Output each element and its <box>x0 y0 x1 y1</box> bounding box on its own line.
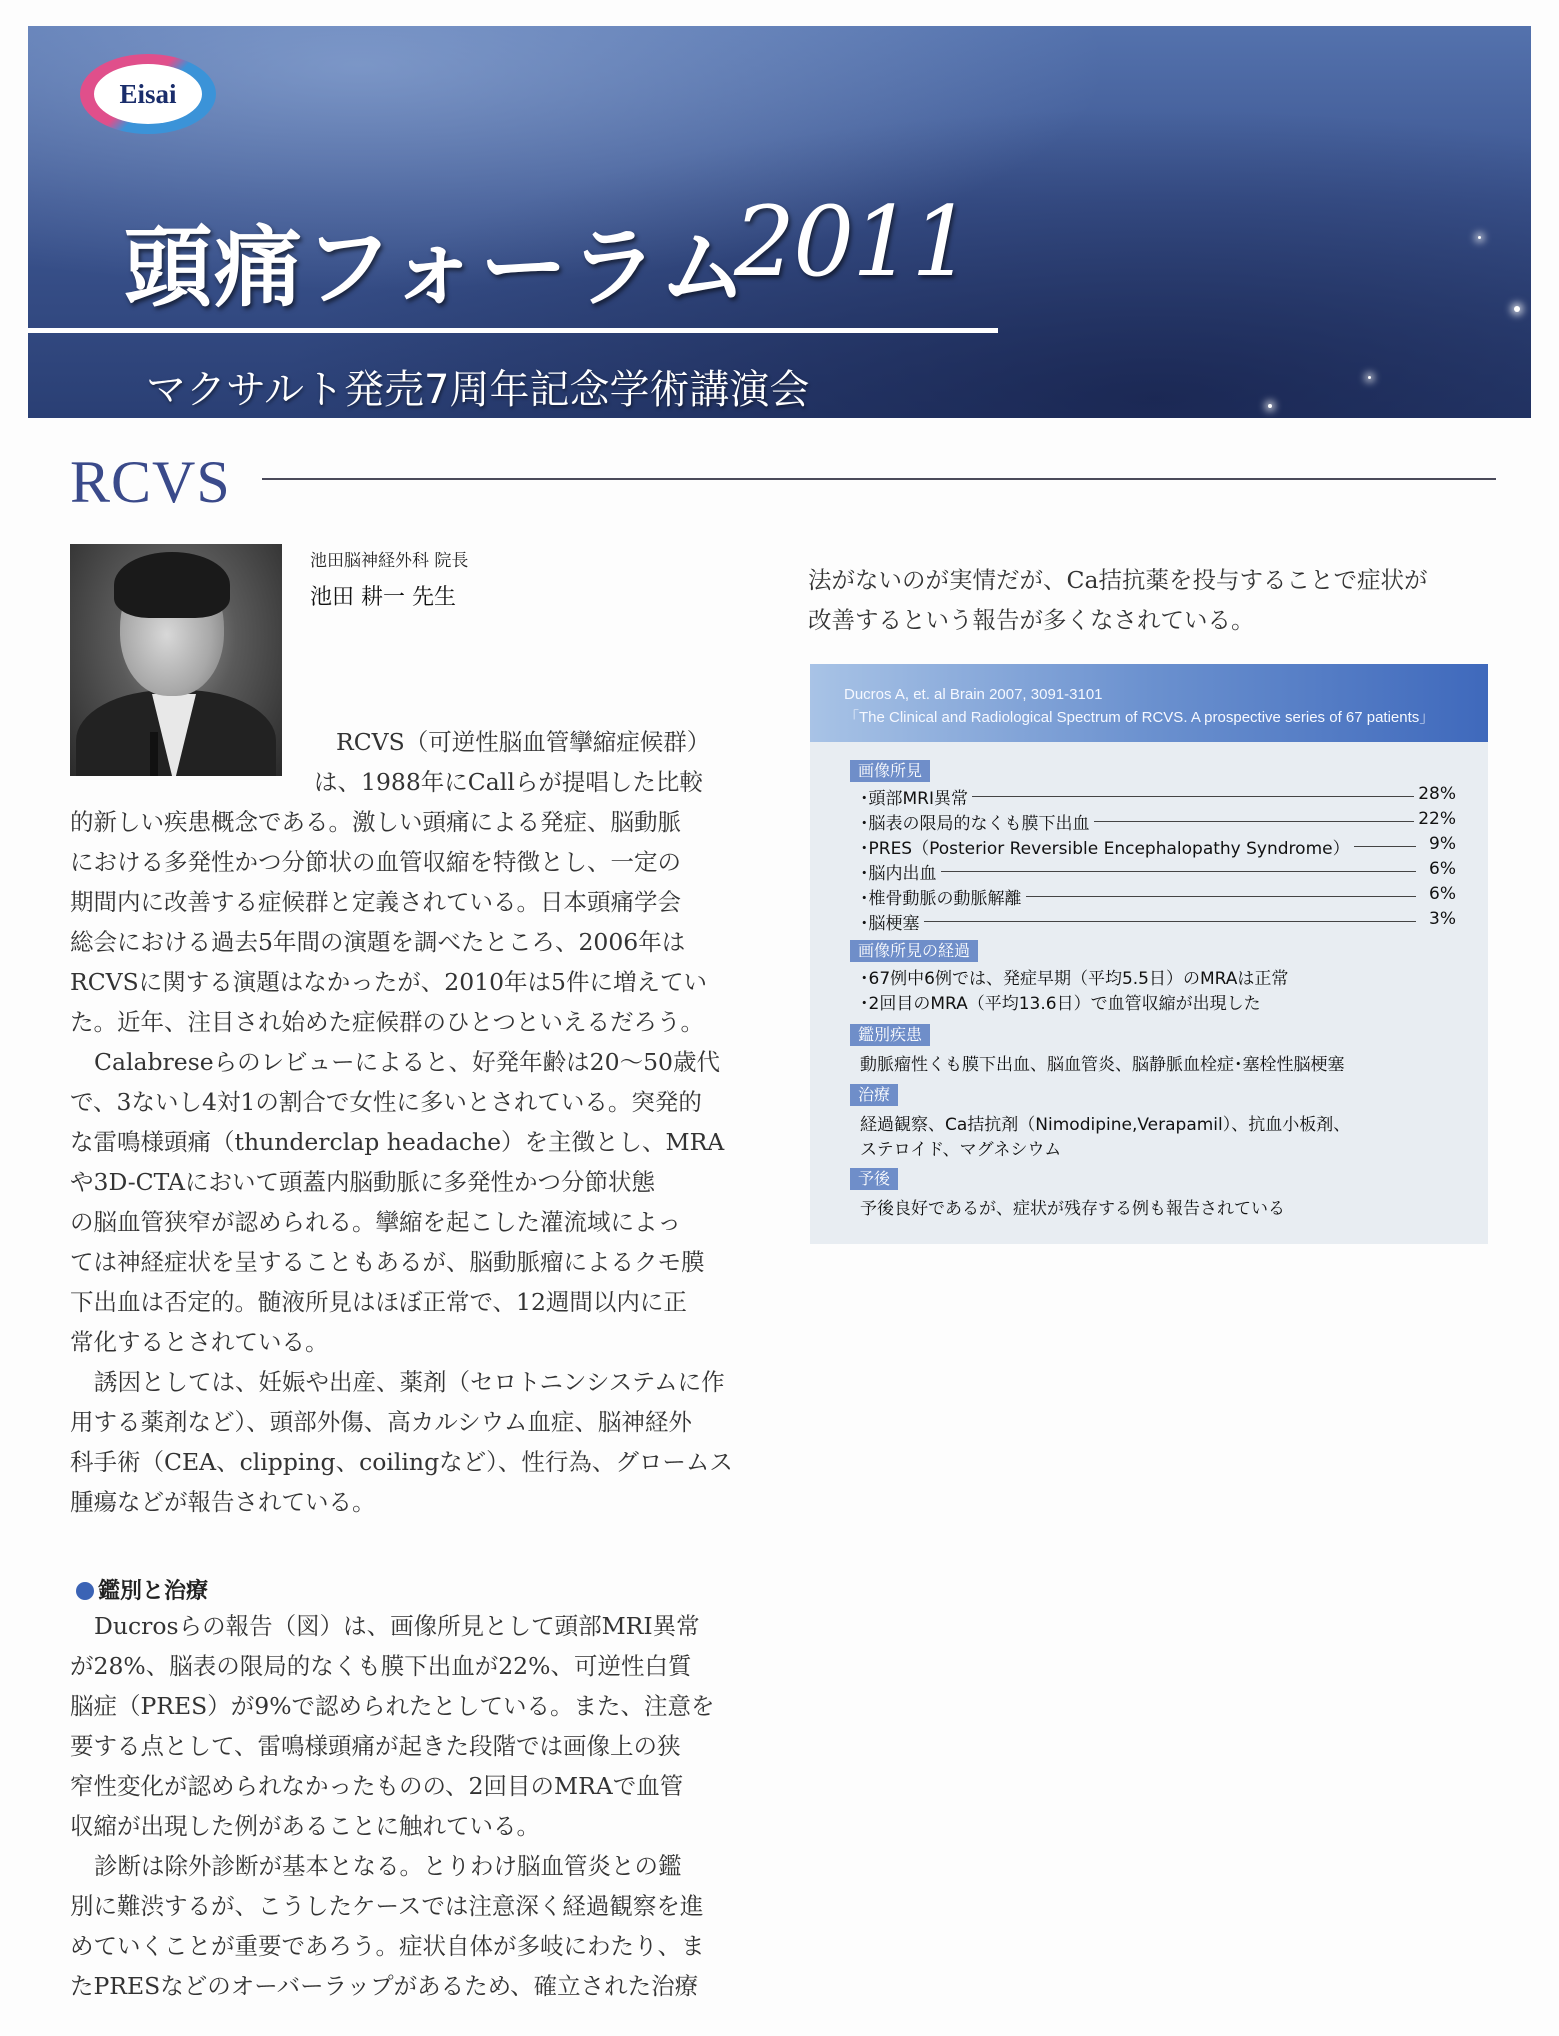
text-line: 要する点として、雷鳴様頭痛が起きた段階では画像上の狭 <box>70 1732 681 1760</box>
text-line: 誘因としては、妊娠や出産、薬剤（セロトニンシステムに作 <box>94 1368 725 1396</box>
imaging-pct: 9% <box>1425 834 1456 854</box>
treatment-line: 経過観察、Ca拮抗剤（Nimodipine,Verapamil）、抗血小板剤、 <box>860 1115 1351 1135</box>
text-line: における多発性かつ分節状の血管収縮を特徴とし、一定の <box>70 848 681 876</box>
text-line: 収縮が出現した例があることに触れている。 <box>70 1812 540 1840</box>
imaging-row <box>860 859 1456 883</box>
paragraph-2 <box>70 1042 724 1362</box>
paragraph-3 <box>70 1362 733 1522</box>
text-line: Ducrosらの報告（図）は、画像所見として頭部MRI異常 <box>94 1612 700 1640</box>
forum-subtitle: マクサルト発売7周年記念学術講演会 <box>146 367 810 413</box>
star-decoration <box>1514 306 1520 312</box>
imaging-name: ･脳表の限局的なくも膜下出血 <box>860 809 1094 834</box>
text-line: ては神経症状を呈することもあるが、脳動脈瘤によるクモ膜 <box>70 1248 705 1276</box>
imaging-pct: 3% <box>1425 909 1456 929</box>
text-line: た。近年、注目され始めた症候群のひとつといえるだろう。 <box>70 1008 705 1036</box>
imaging-pct: 6% <box>1425 859 1456 879</box>
imaging-row <box>860 809 1456 833</box>
paragraph-4 <box>70 1606 715 1846</box>
text-line: 診断は除外診断が基本となる。とりわけ脳血管炎との鑑 <box>94 1852 682 1880</box>
imaging-name: ･脳内出血 <box>860 859 941 884</box>
text-line: 科手術（CEA、clipping、coilingなど）、性行為、グロームス <box>70 1448 733 1476</box>
differential-text: 動脈瘤性くも膜下出血、脳血管炎、脳静脈血栓症･塞栓性脳梗塞 <box>860 1055 1345 1075</box>
eisai-logo-text: Eisai <box>119 79 177 109</box>
text-line: RCVSに関する演題はなかったが、2010年は5件に増えてい <box>70 968 708 996</box>
star-decoration <box>1268 404 1272 408</box>
label-prognosis: 予後 <box>850 1168 898 1190</box>
paragraph-1 <box>70 722 710 1042</box>
text-line: が28%、脳表の限局的なくも膜下出血が22%、可逆性白質 <box>70 1652 692 1680</box>
text-line: RCVS（可逆性脳血管攣縮症候群） <box>336 728 711 756</box>
imaging-pct: 6% <box>1425 884 1456 904</box>
imaging-row <box>860 834 1456 858</box>
figure-study-title: 「The Clinical and Radiological Spectrum of RCVS. A prospective series of 67 patients」 <box>844 709 1435 726</box>
author-affiliation: 池田脳神経外科 院長 <box>310 551 469 571</box>
imaging-name: ･椎骨動脈の動脈解離 <box>860 884 1026 909</box>
section-divider <box>262 478 1496 480</box>
imaging-name: ･脳梗塞 <box>860 909 924 934</box>
imaging-name: ･頭部MRI異常 <box>860 784 972 809</box>
star-decoration <box>1478 236 1481 239</box>
text-line: 用する薬剤など）、頭部外傷、高カルシウム血症、脳神経外 <box>70 1408 692 1436</box>
banner-divider <box>28 328 998 333</box>
subheading-text: 鑑別と治療 <box>98 1579 209 1604</box>
text-line: 的新しい疾患概念である。激しい頭痛による発症、脳動脈 <box>70 808 681 836</box>
text-line: は、1988年にCallらが提唱した比較 <box>314 768 703 796</box>
prognosis-text: 予後良好であるが、症状が残存する例も報告されている <box>860 1199 1285 1219</box>
text-line: 別に難渋するが、こうしたケースでは注意深く経過観察を進 <box>70 1892 704 1920</box>
bullet-icon <box>76 1582 94 1600</box>
paragraph-continued <box>808 560 1428 640</box>
text-line: 窄性変化が認められなかったものの、2回目のMRAで血管 <box>70 1772 684 1800</box>
text-line: 常化するとされている。 <box>70 1328 329 1356</box>
text-line: 期間内に改善する症候群と定義されている。日本頭痛学会 <box>70 888 681 916</box>
figure-header <box>810 664 1488 742</box>
header-banner <box>28 26 1531 418</box>
section-title: RCVS <box>70 449 231 515</box>
imaging-pct: 28% <box>1414 784 1456 804</box>
text-line: で、3ないし4対1の割合で女性に多いとされている。突発的 <box>70 1088 702 1116</box>
author-name: 池田 耕一 先生 <box>310 585 456 610</box>
label-imaging: 画像所見 <box>850 760 930 782</box>
text-line: 改善するという報告が多くなされている。 <box>808 606 1255 634</box>
text-line: や3D-CTAにおいて頭蓋内脳動脈に多発性かつ分節状態 <box>70 1168 656 1196</box>
text-line: な雷鳴様頭痛（thunderclap headache）を主徴とし、MRA <box>70 1128 725 1156</box>
paragraph-5 <box>70 1846 705 2006</box>
figure-box <box>810 664 1488 1244</box>
imaging-pct: 22% <box>1414 809 1456 829</box>
text-line: たPRESなどのオーバーラップがあるため、確立された治療 <box>70 1972 699 2000</box>
star-decoration <box>1368 376 1371 379</box>
forum-title: 頭痛フォーラム <box>124 215 749 319</box>
label-treatment: 治療 <box>850 1084 898 1106</box>
forum-year: 2011 <box>734 186 971 298</box>
imaging-row <box>860 909 1456 933</box>
imaging-row <box>860 784 1456 808</box>
text-line: 法がないのが実情だが、Ca拮抗薬を投与することで症状が <box>808 566 1428 594</box>
label-differential: 鑑別疾患 <box>850 1024 930 1046</box>
imaging-name: ･PRES（Posterior Reversible Encephalopathy Syndrome） <box>860 834 1354 859</box>
course-line: ･67例中6例では、発症早期（平均5.5日）のMRAは正常 <box>860 969 1289 989</box>
text-line: Calabreseらのレビューによると、好発年齢は20～50歳代 <box>94 1048 720 1076</box>
text-line: めていくことが重要であろう。症状自体が多岐にわたり、ま <box>70 1932 705 1960</box>
imaging-row <box>860 884 1456 908</box>
treatment-line: ステロイド、マグネシウム <box>860 1140 1062 1160</box>
figure-citation: Ducros A, et. al Brain 2007, 3091-3101 <box>844 686 1103 703</box>
text-line: 下出血は否定的。髄液所見はほぼ正常で、12週間以内に正 <box>70 1288 687 1316</box>
subheading-differential-treatment <box>76 1574 208 1605</box>
text-line: の脳血管狭窄が認められる。攣縮を起こした灌流域によっ <box>70 1208 681 1236</box>
label-course: 画像所見の経過 <box>850 940 978 962</box>
text-line: 脳症（PRES）が9%で認められたとしている。また、注意を <box>70 1692 715 1720</box>
course-line: ･2回目のMRA（平均13.6日）で血管収縮が出現した <box>860 994 1261 1014</box>
text-line: 総会における過去5年間の演題を調べたところ、2006年は <box>70 928 686 956</box>
text-line: 腫瘍などが報告されている。 <box>70 1488 376 1516</box>
